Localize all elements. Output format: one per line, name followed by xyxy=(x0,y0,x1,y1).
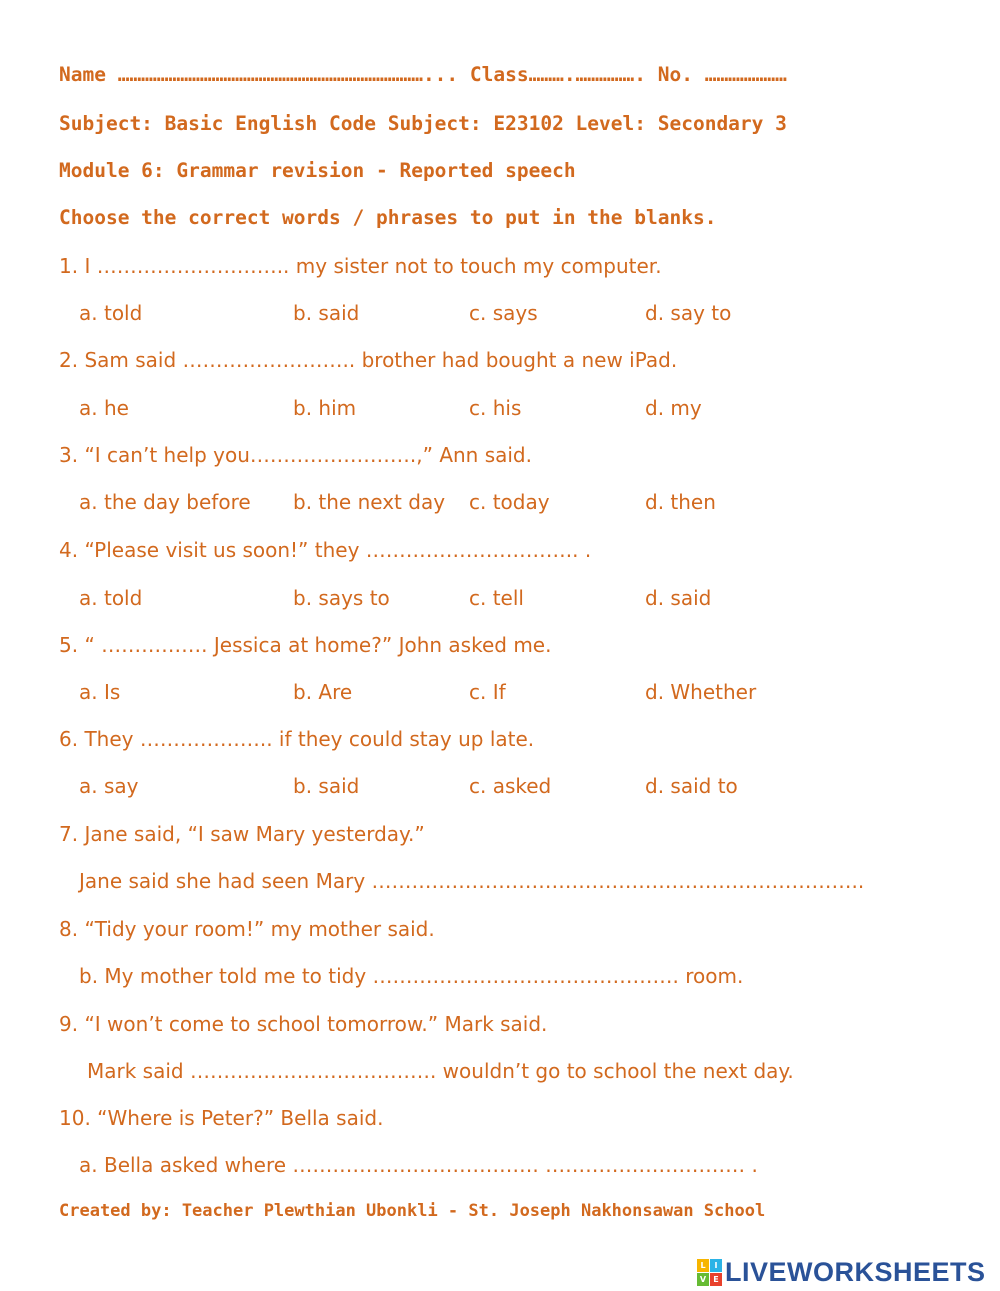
option-2c[interactable]: c. his xyxy=(469,396,522,420)
logo-mark-letter: I xyxy=(710,1259,722,1272)
logo-mark-letter: L xyxy=(697,1259,709,1272)
options-6 xyxy=(79,773,979,799)
option-3d[interactable]: d. then xyxy=(645,490,716,514)
option-3a[interactable]: a. the day before xyxy=(79,490,251,514)
question-3: 3. “I can’t help you…………………….,” Ann said. xyxy=(59,443,532,467)
question-8: 8. “Tidy your room!” my mother said. xyxy=(59,917,435,941)
question-1: 1. I ……………………….. my sister not to touch my computer. xyxy=(59,254,662,278)
answer-8[interactable]: b. My mother told me to tidy ………………………………………. room. xyxy=(79,964,744,988)
option-5a[interactable]: a. Is xyxy=(79,680,121,704)
logo-mark-letter: V xyxy=(697,1273,709,1286)
option-5c[interactable]: c. If xyxy=(469,680,506,704)
option-6b[interactable]: b. said xyxy=(293,774,360,798)
subject-line: Subject: Basic English Code Subject: E23102 Level: Secondary 3 xyxy=(59,112,787,135)
module-title: Module 6: Grammar revision - Reported speech xyxy=(59,159,576,182)
option-5b[interactable]: b. Are xyxy=(293,680,353,704)
question-7: 7. Jane said, “I saw Mary yesterday.” xyxy=(59,822,425,846)
name-line: Name ……………………………………………………………………... Class……….……………. No. ………………… xyxy=(59,63,787,86)
question-2: 2. Sam said …………………….. brother had bought a new iPad. xyxy=(59,348,678,372)
option-2b[interactable]: b. him xyxy=(293,396,357,420)
options-2 xyxy=(79,395,979,421)
option-1a[interactable]: a. told xyxy=(79,301,143,325)
option-1c[interactable]: c. says xyxy=(469,301,538,325)
question-10: 10. “Where is Peter?” Bella said. xyxy=(59,1106,384,1130)
option-3b[interactable]: b. the next day xyxy=(293,490,446,514)
option-4d[interactable]: d. said xyxy=(645,586,712,610)
instruction: Choose the correct words / phrases to put in the blanks. xyxy=(59,206,717,229)
option-2d[interactable]: d. my xyxy=(645,396,702,420)
question-9: 9. “I won’t come to school tomorrow.” Mark said. xyxy=(59,1012,548,1036)
logo-text: LIVEWORKSHEETS xyxy=(725,1256,986,1287)
option-5d[interactable]: d. Whether xyxy=(645,680,757,704)
option-1b[interactable]: b. said xyxy=(293,301,360,325)
option-4c[interactable]: c. tell xyxy=(469,586,524,610)
answer-10[interactable]: a. Bella asked where ………………………………. ………………………… . xyxy=(79,1153,758,1177)
option-3c[interactable]: c. today xyxy=(469,490,550,514)
answer-9[interactable]: Mark said ………………………………. wouldn’t go to school the next day. xyxy=(87,1059,794,1083)
option-4b[interactable]: b. says to xyxy=(293,586,390,610)
question-6: 6. They ……………….. if they could stay up late. xyxy=(59,727,535,751)
options-4 xyxy=(79,585,979,611)
option-4a[interactable]: a. told xyxy=(79,586,143,610)
footer-credit: Created by: Teacher Plewthian Ubonkli - St. Joseph Nakhonsawan School xyxy=(59,1201,766,1221)
question-4: 4. “Please visit us soon!” they ………………………….. . xyxy=(59,538,592,562)
option-6a[interactable]: a. say xyxy=(79,774,139,798)
option-6d[interactable]: d. said to xyxy=(645,774,738,798)
question-5: 5. “ ……………. Jessica at home?” John asked me. xyxy=(59,633,552,657)
options-5 xyxy=(79,679,979,705)
option-2a[interactable]: a. he xyxy=(79,396,129,420)
options-3 xyxy=(79,489,979,515)
logo-mark-letter: E xyxy=(710,1273,722,1286)
options-1 xyxy=(79,300,979,326)
liveworksheets-logo[interactable] xyxy=(697,1255,993,1289)
answer-7[interactable]: Jane said she had seen Mary ……………………………………………………………….. xyxy=(79,869,865,893)
option-6c[interactable]: c. asked xyxy=(469,774,552,798)
option-1d[interactable]: d. say to xyxy=(645,301,732,325)
liveworksheets-logo-icon xyxy=(697,1259,721,1285)
